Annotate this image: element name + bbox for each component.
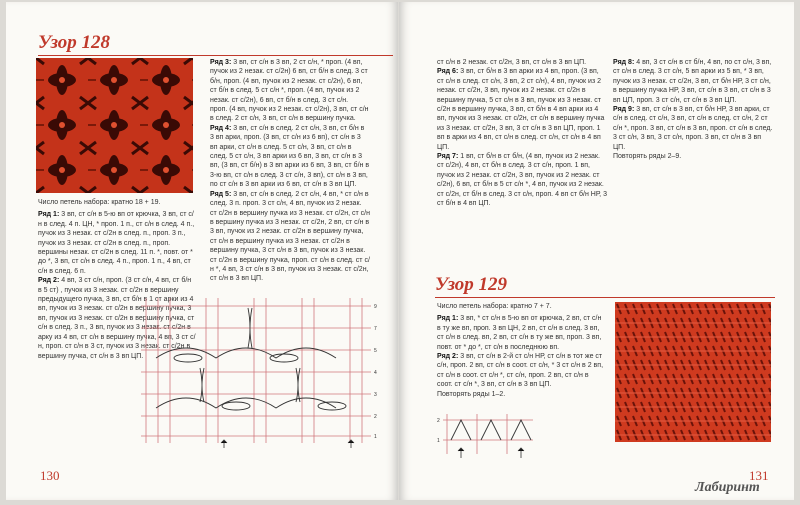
instruction-row: Ряд 6: 3 вп, ст б/н в 3 вп арки из 4 вп, проп. (3 вп, ст с/н в след. ст с/н, 3 вп, 2 ст с/н), 4 вп, пучок из 2 незак. ст с/2н, 3 вп, пучок из 2 незак. ст с/2н в вершину пучка, 5 ст с/н в 3 вп, пучок из 3 незак. ст с/2н в вершину пучка, 3 вп, ст б/н в 4 вп арки из 4 вп, пучок из 3 незак. ст с/2н, ст с/н в вершину пучка из 3 незак. ст с/2н, 3 вп, 3 ст с/н в 3 вп ЦП, проп. 1 вп в арки из 4 вп, ст с/н в след. ст с/н, ст с/н в 4 вп ЦП. [437,68,605,151]
svg-text:3: 3 [374,392,377,398]
labirint-logo: Лабиринт [695,480,760,495]
pattern-128-title: Узор 128 [38,32,111,53]
right-text-col2 [613,58,773,161]
page-number-left: 130 [40,468,60,483]
instruction-row: ст с/н в 2 незак. ст с/2н, 3 вп, ст с/н в 3 вп ЦП. [437,59,587,66]
instruction-row: Ряд 9: 3 вп, ст с/н в 3 вп, ст б/н НР, 3 вп арки, ст с/н в след. ст с/н, 3 вп, ст с/н в след. ст с/н, 2 ст с/н *, проп. 3 вп, ст с/н в 3 вп, проп. ст с/н в след. 3 ст с/н, 3 вп, 3 ст с/н, проп. 3 вп, ст с/н в 3 вп ЦП. [613,106,773,151]
crochet-chart-128 [136,298,381,448]
instruction-row: Ряд 1: 3 вп, ст с/н в 5-ю вп от крючка, 3 вп, ст с/н в след. 4 п. ЦН, * проп. 1 п., ст с/н в след. 4 п., пучок из 3 незак. ст с/2н в след. п., проп. 3 п., пучок из 3 незак. ст с/2н в след. п., проп. вершины незак. ст с/2н в след. 11 п. *, повт. от * до *, 3 вп, ст с/н в след. 4 п., проп. 1 п., 4 вп, ст с/н в след. 6 п. [38,211,195,275]
instruction-row: Ряд 5: 3 вп, ст с/н в след. 2 ст с/н, 4 вп, * ст с/н в след. 3 п. проп. 3 ст с/н, 4 вп, пучок из 2 незак. ст с/2н в вершину пучка из 3 незак. ст с/2н, ст с/н в вершину пучка из 3 незак. ст с/2н, 2 вп, ст с/н в 3 вп, пучок из 2 незак. ст с/2н в вершину пучка, ст с/н в вершину пучка из 3 незак. ст с/2н в вершину пучка, 3 ст с/н в 3 вп, пучок из 3 незак. ст с/2н в вершину пучка, проп. ст с/н в след. ст с/н *, 4 вп, 3 ст с/н в 3 вп, пучок из 3 незак. ст с/2н, ст с/н в 3 вп ЦП. [210,190,370,283]
right-text-col1 [437,58,607,209]
stitch-count-128: Число петель набора: кратно 18 + 19. [38,199,161,206]
right-page [399,2,794,500]
svg-text:1: 1 [437,438,440,444]
left-text-col2 [210,58,370,284]
pattern-129-text [437,302,603,399]
svg-text:2: 2 [374,414,377,420]
svg-text:5: 5 [374,348,377,354]
instruction-row: проп. (4 вп, пучок из 2 незак. ст с/2н), 3 вп, ст с/н в след. 2 ст с/н, 3 вп, ст с/н в вершину пучка. [210,106,369,123]
svg-text:1: 1 [374,434,377,440]
instruction-row: Ряд 8: 4 вп, 3 ст с/н в ст б/н, 4 вп, по ст с/н, 3 вп, ст с/н в след. 3 ст с/н, 5 вп арки из 5 вп, * 3 вп, пучок из 3 незак. ст с/2н, 3 вп, ст б/н НР, 3 ст с/н, в вершину пучка НР, 3 вп, ст с/н в 3 вп, ст с/н в 3 вп ЦП, проп. 3 ст с/н, ст с/н в 3 вп ЦП. [613,59,772,104]
instruction-row: Ряд 2: 3 вп, ст с/н в 2-й ст с/н НР, ст с/н в тот же ст с/н, проп. 2 вп, ст с/н в соот. ст с/н, * 3 ст с/н в 2 вп, ст с/н в соот. ст с/н *, ст с/н, проп. 2 вп, ст с/н в соот. ст с/н *, 3 вп, ст с/н в 3 вп ЦП. [437,353,604,389]
instruction-row: Повторять ряды 1–2. [437,390,506,398]
svg-text:2: 2 [437,418,440,424]
swatch-129-photo [615,302,771,442]
book-spread [6,2,794,500]
crochet-chart-129 [437,410,537,458]
svg-text:7: 7 [374,326,377,332]
svg-text:9: 9 [374,304,377,310]
instruction-row: Ряд 2: 4 вп, 3 ст с/н, проп. (3 ст с/н, 4 вп, ст б/н в 5 ст) , пучок из 3 незак. ст с/2н в вершину предыдущего пучка, 3 вп, ст б/н в 1 ст арки из 4 вп, пучок из 3 незак. ст с/2н в вершину пучка, 3 вп, пучок из 3 незак. ст с/2н в вершину пучка, ст с/н в след. 3 п., 3 вп, пучок из 3 незак. ст с/2н в арку из 4 вп, ст с/н в вершину пучка, 4 вп, 3 ст с/н, проп. ст с/н в 3 ст, пучок из 3 незак. ст с/2н в вершину пучка, ст с/н в 3 вп ЦП. [38,277,196,360]
swatch-128-photo [36,58,193,193]
page-number-right: 131 [749,468,769,483]
title-rule [38,55,393,56]
instruction-row: Ряд 3: 3 вп, ст с/н в 3 вп, 2 ст с/н, * проп. (4 вп, пучок из 2 незак. ст с/2н) 6 вп, ст б/н в след. 3 ст б/н, проп. (4 вп, пучок из 2 незак. ст с/2н), 6 вп, ст б/н в след. 5 ст с/н *, проп. (4 вп, пучок из 2 незак. ст с/2н), 6 вп, ст б/н в след. 3 ст с/н. [210,59,368,104]
title-rule [435,297,775,298]
svg-text:4: 4 [374,370,377,376]
stitch-count-129: Число петель набора: кратно 7 + 7. [437,303,552,310]
instruction-row: Ряд 1: 3 вп, * ст с/н в 5-ю вп от крючка, 2 вп, ст с/н в ту же вп, проп. 3 вп ЦН, 2 вп, ст с/н в след. 3 вп, ст с/н в след. вп, 2 вп, ст с/н в ту же вп, проп. 3 вп, повт. от * до *, ст с/н в последнюю вп. [437,315,602,351]
pattern-129-title: Узор 129 [435,274,508,295]
instruction-row: Повторять ряды 2–9. [613,153,682,161]
instruction-row: Ряд 4: 3 вп, ст с/н в след. 2 ст с/н, 3 вп, ст б/н в 3 вп арки, проп. (3 вп, ст с/н из 6 вп), ст с/н в 3 вп арки, ст с/н в след. 5 ст с/н, 3 вп, ст с/н в след. 5 ст с/н, 3 вп арки из 6 вп, 3 вп, ст с/н в 3 вп, (3 вп, ст б/н) в 3 вп арки из 6 вп, 3 вп, ст б/н в 3-ю вп, ст с/н в след. 3 ст с/н, 3 вп), ст с/н в 3 вп, по ст с/н в 3 вп арки из 6 вп, ст с/н в 3 вп ЦП. [210,124,370,189]
instruction-row: Ряд 7: 1 вп, ст б/н в ст б/н, (4 вп, пучок из 2 незак. ст с/2н), 4 вп, ст б/н в след. 3 ст с/н, проп. 1 вп, пучок из 2 незак. ст с/2н, 3 вп, пучок из 2 незак. ст с/2н), 6 вп, ст б/н в 5 ст с/н *, 4 вп, пучок из 2 незак. ст с/2н, ст б/н в след. 3 ст с/н, проп. 4 вп ст б/н НР, 3 ст б/н в 4 вп ЦП. [437,153,607,208]
left-page [6,2,398,500]
